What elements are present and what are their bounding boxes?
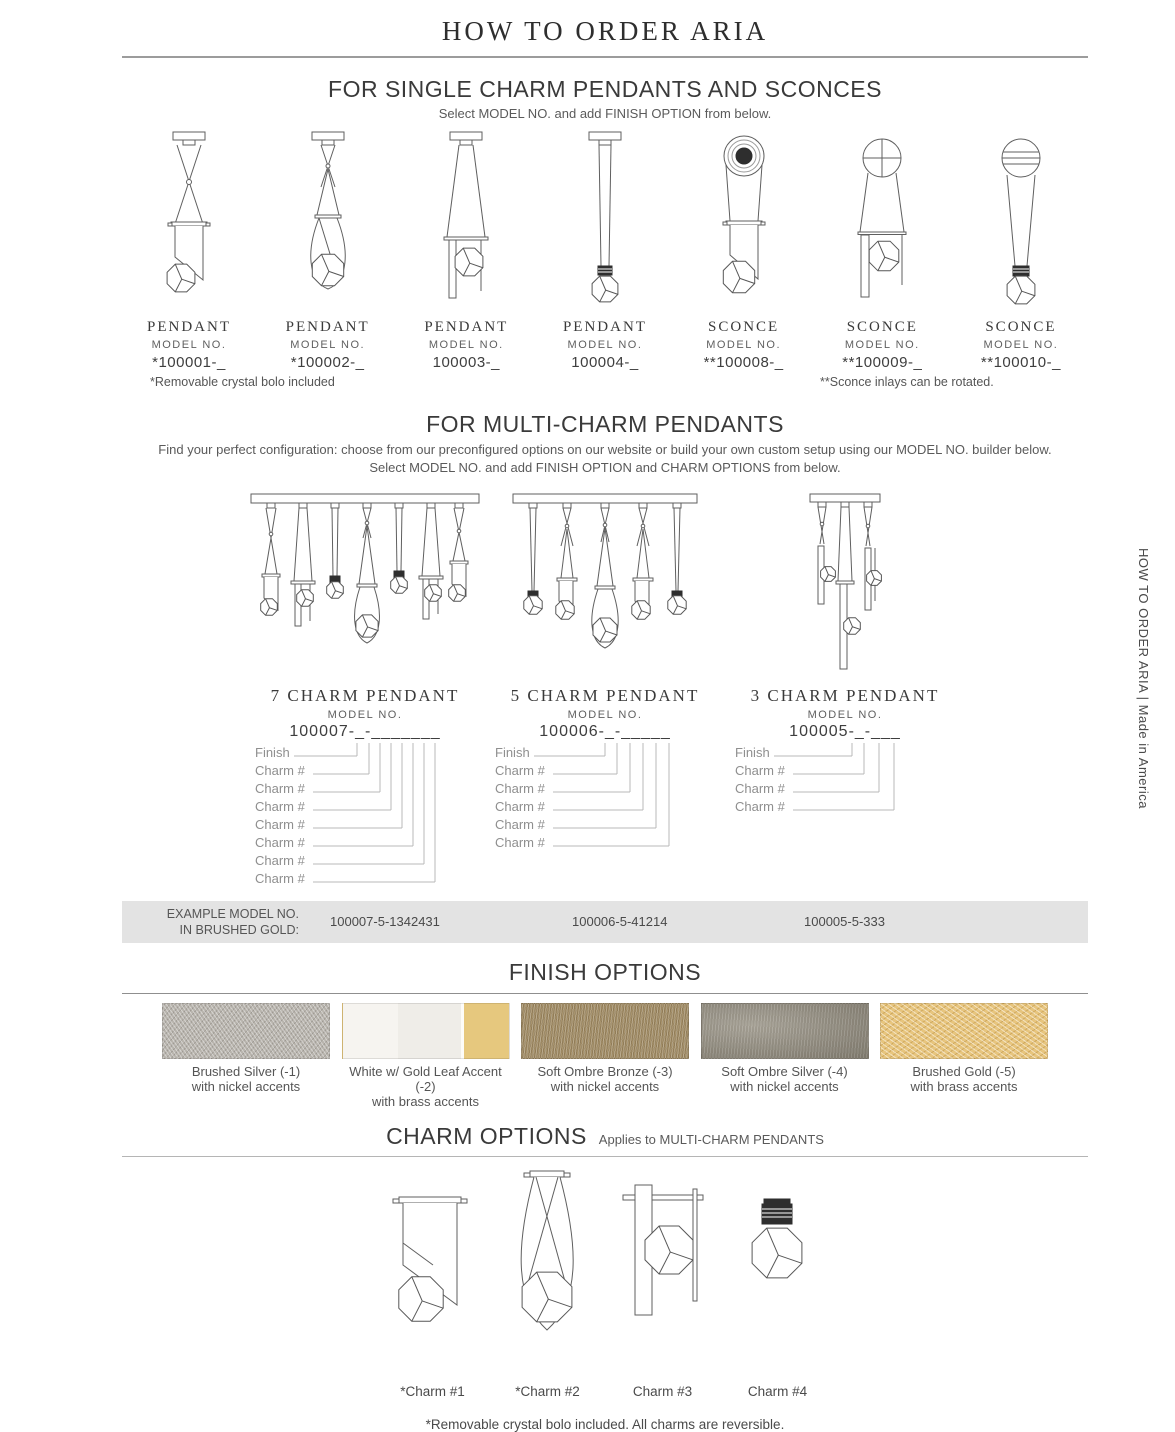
svg-text:Charm #: Charm # <box>735 763 785 779</box>
model-no-label: MODEL NO. <box>428 339 504 351</box>
crystal-charm-icon <box>645 1226 693 1274</box>
finish-divider <box>122 993 1088 994</box>
example-label <box>134 907 299 938</box>
model-number: **100009-_ <box>842 354 923 371</box>
model-number: *100002-_ <box>290 354 365 371</box>
finish-name: White w/ Gold Leaf Accent (-2) <box>349 1064 502 1095</box>
builder-title: 7 CHARM PENDANT <box>270 686 460 706</box>
order-guide-page <box>0 16 1175 1432</box>
model-builders-row <box>122 686 1088 891</box>
charm-label: Charm #4 <box>747 1384 808 1400</box>
svg-text:Charm #: Charm # <box>255 871 305 887</box>
soft-ombre-bronze-swatch <box>521 1003 689 1059</box>
sconce-100009-drawing <box>822 129 942 309</box>
product-pendant-100002 <box>261 129 395 371</box>
finish-name: Brushed Gold (-5) <box>912 1064 1016 1080</box>
model-number: *100001-_ <box>152 354 226 371</box>
charm-section-subheading: Applies to MULTI-CHARM PENDANTS <box>598 1132 824 1148</box>
product-type: PENDANT <box>424 319 509 335</box>
charm-heading-row <box>122 1123 1088 1150</box>
charm-option-4 <box>720 1165 835 1399</box>
svg-text:Charm #: Charm # <box>495 835 545 851</box>
model-no-label: MODEL NO. <box>327 709 403 722</box>
builder-three-charm <box>725 686 965 891</box>
side-vertical-text: HOW TO ORDER ARIA | Made in America <box>1136 548 1151 809</box>
finish-name: Soft Ombre Bronze (-3) <box>537 1064 673 1080</box>
charm-label: *Charm #2 <box>515 1384 580 1400</box>
multi-drawings-row <box>122 486 1088 686</box>
charm-label: Charm #3 <box>632 1384 693 1400</box>
svg-text:Charm #: Charm # <box>255 781 305 797</box>
crystal-charm-icon <box>455 248 483 276</box>
model-pattern: 100005-_-___ <box>789 723 901 741</box>
product-pendant-100003 <box>399 129 533 371</box>
charm-footnote: *Removable crystal bolo included. All charms are reversible. <box>425 1417 785 1432</box>
svg-text:Charm #: Charm # <box>255 817 305 833</box>
builder-ladder <box>489 741 727 855</box>
crystal-charm-icon <box>869 241 899 271</box>
crystal-charm-icon <box>1007 276 1035 304</box>
soft-ombre-silver-swatch <box>701 1003 869 1059</box>
builder-title: 5 CHARM PENDANT <box>510 686 700 706</box>
product-sconce-100010 <box>954 129 1088 371</box>
finish-option-white-gold-leaf <box>342 1003 510 1109</box>
model-no-label: MODEL NO. <box>151 339 227 351</box>
finish-swatches-row <box>122 1003 1088 1109</box>
model-pattern: 100007-_-_______ <box>289 723 441 741</box>
model-number: **100010-_ <box>980 354 1061 371</box>
builder-seven-charm <box>245 686 485 891</box>
example-value-seven: 100007-5-1342431 <box>330 914 440 930</box>
svg-text:Charm #: Charm # <box>495 817 545 833</box>
svg-text:Charm #: Charm # <box>255 853 305 869</box>
finish-section-heading: FINISH OPTIONS <box>508 959 702 986</box>
brushed-gold-swatch <box>880 1003 1048 1059</box>
example-value-five: 100006-5-41214 <box>572 914 668 930</box>
model-number: 100003-_ <box>432 354 501 371</box>
charm-2-drawing <box>490 1165 605 1375</box>
model-no-label: MODEL NO. <box>567 709 643 722</box>
product-pendant-100001 <box>122 129 256 371</box>
pendant-100004-drawing <box>545 129 665 309</box>
product-type: PENDANT <box>147 319 231 335</box>
finish-option-soft-ombre-bronze <box>521 1003 689 1109</box>
svg-text:Finish: Finish <box>255 745 290 761</box>
builder-title: 3 CHARM PENDANT <box>750 686 940 706</box>
example-label-line1: EXAMPLE MODEL NO. <box>166 907 299 922</box>
single-section-heading: FOR SINGLE CHARM PENDANTS AND SCONCES <box>328 76 882 102</box>
five-charm-pendant-drawing <box>505 486 705 686</box>
svg-text:Charm #: Charm # <box>255 799 305 815</box>
crystal-charm-icon <box>752 1228 802 1278</box>
crystal-charm-icon <box>592 276 618 302</box>
multi-section-heading: FOR MULTI-CHARM PENDANTS <box>426 411 784 437</box>
example-label-line2: IN BRUSHED GOLD: <box>179 922 299 937</box>
brushed-silver-swatch <box>162 1003 330 1059</box>
model-no-label: MODEL NO. <box>807 709 883 722</box>
finish-name: Soft Ombre Silver (-4) <box>721 1064 848 1080</box>
model-pattern: 100006-_-_____ <box>539 723 671 741</box>
footnote-sconce-inlays: **Sconce inlays can be rotated. <box>820 375 994 389</box>
product-type: PENDANT <box>562 319 647 335</box>
svg-text:Charm #: Charm # <box>255 763 305 779</box>
charm-label: *Charm #1 <box>400 1384 465 1400</box>
single-products-row <box>122 129 1088 371</box>
model-number: **100008-_ <box>703 354 784 371</box>
model-no-label: MODEL NO. <box>983 339 1059 351</box>
crystal-charm-icon <box>167 264 195 292</box>
svg-text:Charm #: Charm # <box>495 781 545 797</box>
finish-option-brushed-gold <box>880 1003 1048 1109</box>
page-title: HOW TO ORDER ARIA <box>441 16 769 46</box>
charm-divider <box>122 1156 1088 1157</box>
crystal-charm-icon <box>312 254 343 285</box>
sconce-100008-drawing <box>684 129 804 309</box>
crystal-charm-icon <box>723 261 754 292</box>
example-model-strip <box>122 901 1088 943</box>
sconce-100010-drawing <box>961 129 1081 309</box>
finish-option-soft-ombre-silver <box>701 1003 869 1109</box>
svg-text:Charm #: Charm # <box>495 799 545 815</box>
single-section-subheading: Select MODEL NO. and add FINISH OPTION from below. <box>438 106 772 121</box>
finish-name: Brushed Silver (-1) <box>191 1064 301 1080</box>
multi-description-line2: Select MODEL NO. and add FINISH OPTION and CHARM OPTIONS from below. <box>369 459 841 475</box>
charm-option-3 <box>605 1165 720 1399</box>
finish-accent: with nickel accents <box>550 1079 660 1095</box>
three-charm-pendant-drawing <box>780 486 910 686</box>
crystal-charm-icon <box>399 1277 443 1321</box>
model-no-label: MODEL NO. <box>567 339 643 351</box>
product-sconce-100009 <box>815 129 949 371</box>
header-divider <box>122 56 1088 58</box>
example-value-three: 100005-5-333 <box>804 914 885 930</box>
footnote-crystal-bolo: *Removable crystal bolo included <box>150 375 335 389</box>
svg-text:Charm #: Charm # <box>735 799 785 815</box>
pendant-100002-drawing <box>268 129 388 309</box>
svg-text:Finish: Finish <box>495 745 530 761</box>
multi-description-line1: Find your perfect configuration: choose from our preconfigured options on our website or build your own custom setup using our MODEL NO. builder below. <box>158 442 1052 457</box>
finish-accent: with nickel accents <box>191 1079 301 1095</box>
svg-text:Charm #: Charm # <box>255 835 305 851</box>
product-type: SCONCE <box>846 319 918 335</box>
charm-option-2 <box>490 1165 605 1399</box>
model-no-label: MODEL NO. <box>290 339 366 351</box>
product-type: SCONCE <box>708 319 780 335</box>
charm-4-drawing <box>720 1165 835 1375</box>
builder-five-charm <box>485 686 725 891</box>
single-footnotes <box>122 375 1088 393</box>
white-gold-leaf-swatch <box>342 1003 510 1059</box>
charm-1-drawing <box>375 1165 490 1375</box>
pendant-100003-drawing <box>406 129 526 309</box>
model-number: 100004-_ <box>571 354 639 371</box>
finish-accent: with brass accents <box>910 1079 1018 1095</box>
finish-option-brushed-silver <box>162 1003 330 1109</box>
product-pendant-100004 <box>538 129 672 371</box>
crystal-charm-icon <box>522 1272 572 1322</box>
product-type: PENDANT <box>285 319 370 335</box>
svg-text:Charm #: Charm # <box>495 763 545 779</box>
product-type: SCONCE <box>985 319 1057 335</box>
charm-options-row <box>122 1165 1088 1399</box>
product-sconce-100008 <box>677 129 811 371</box>
svg-text:Finish: Finish <box>735 745 770 761</box>
model-no-label: MODEL NO. <box>706 339 782 351</box>
three-charm-column <box>725 486 965 686</box>
seven-charm-pendant-drawing <box>245 486 485 686</box>
pendant-100001-drawing <box>129 129 249 309</box>
builder-ladder <box>249 741 487 891</box>
builder-ladder <box>729 741 967 819</box>
seven-charm-column <box>245 486 485 686</box>
svg-text:Charm #: Charm # <box>735 781 785 797</box>
finish-accent: with nickel accents <box>730 1079 839 1095</box>
model-no-label: MODEL NO. <box>844 339 920 351</box>
charm-section-heading: CHARM OPTIONS <box>386 1123 587 1150</box>
charm-3-drawing <box>605 1165 720 1375</box>
finish-accent: with brass accents <box>372 1094 479 1110</box>
five-charm-column <box>485 486 725 686</box>
charm-option-1 <box>375 1165 490 1399</box>
